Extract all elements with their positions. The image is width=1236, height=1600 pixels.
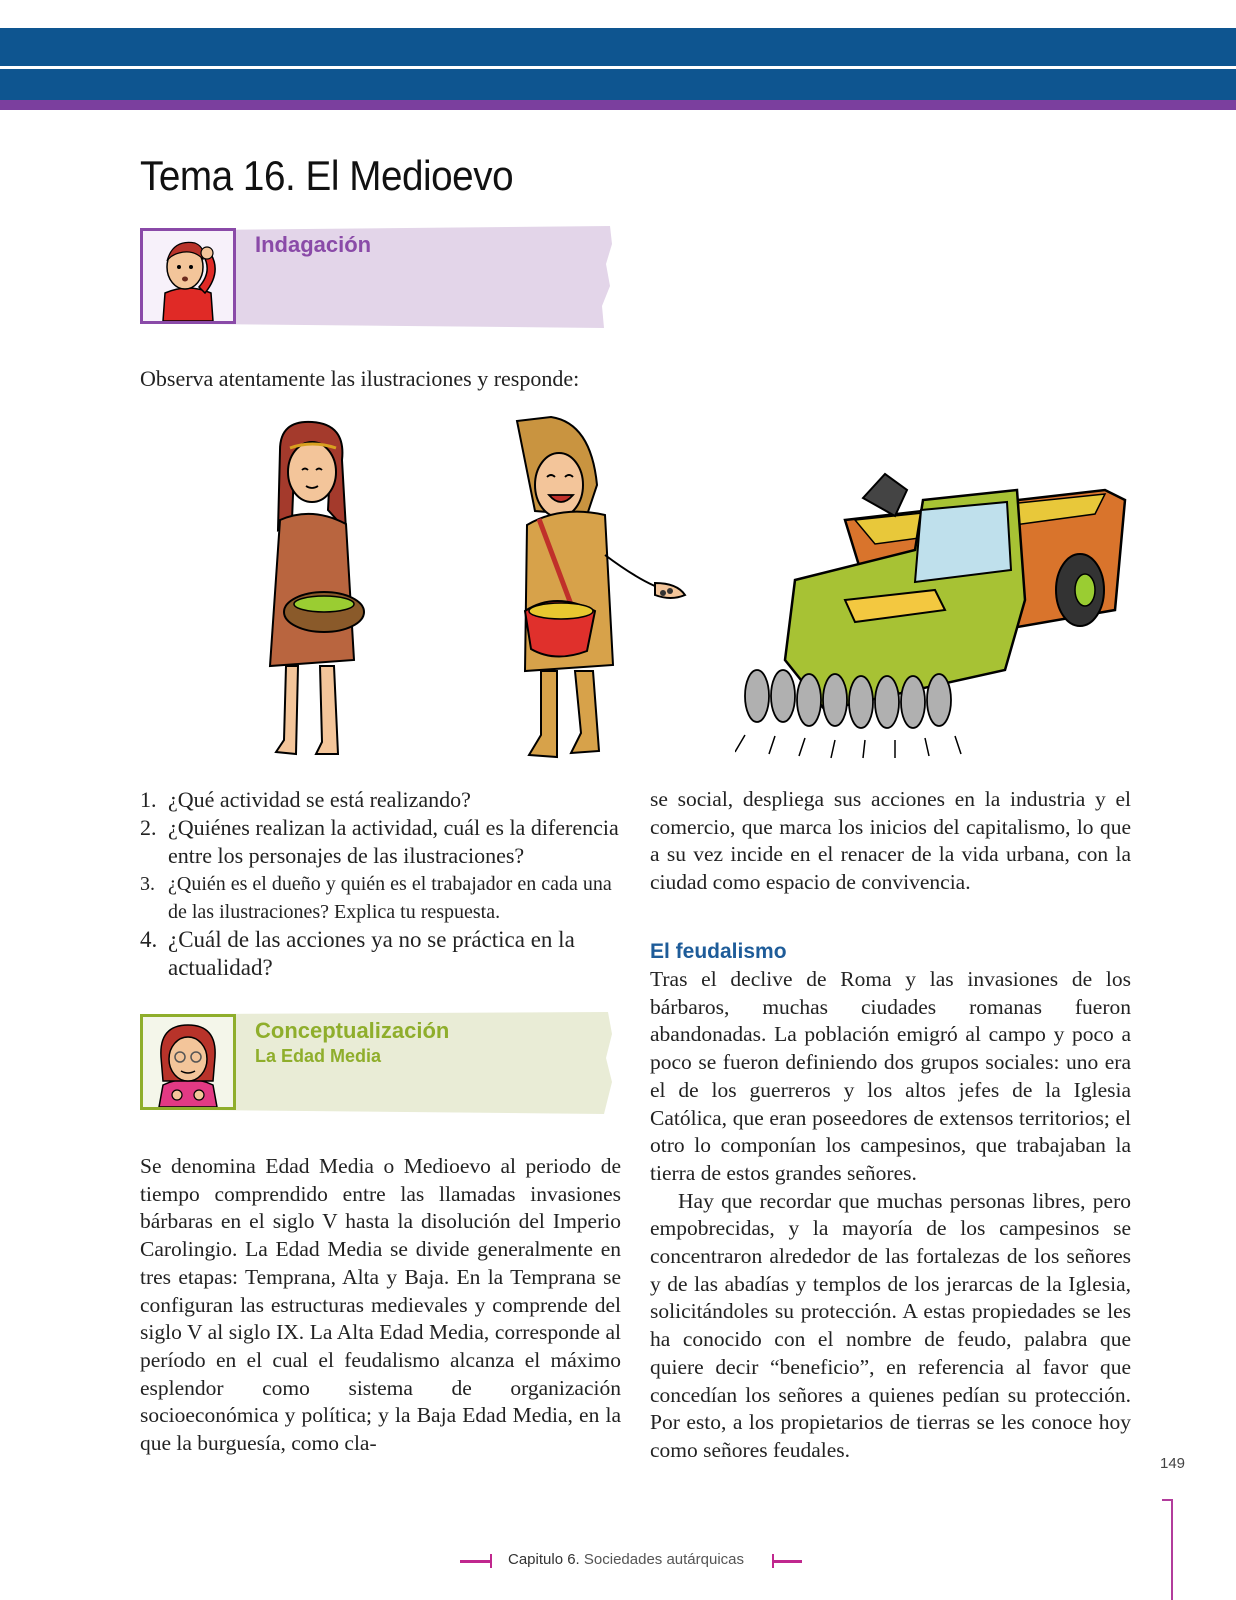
question-text: ¿Cuál de las acciones ya no se práctica en la actualidad? — [168, 927, 575, 980]
harvester-tractor-illustration — [735, 460, 1130, 760]
question-number: 4. — [140, 927, 158, 952]
question-item — [140, 870, 630, 926]
page-marker-line — [1171, 1499, 1173, 1600]
footer-chapter-name: Sociedades autárquicas — [583, 1551, 744, 1568]
question-item — [140, 926, 630, 982]
footer-dash-left — [460, 1560, 490, 1563]
header-accent-stripe — [0, 100, 1236, 110]
left-column-text — [140, 1153, 621, 1458]
conceptualizacion-label: Conceptualización — [255, 1018, 450, 1043]
question-number: 3. — [140, 873, 155, 895]
question-item — [140, 814, 630, 870]
page-title: Tema 16. El Medioevo — [140, 152, 514, 199]
girl-with-basket-illustration — [250, 420, 370, 765]
indagacion-box — [140, 224, 620, 328]
header-band — [0, 28, 1236, 66]
feudalismo-text — [650, 966, 1131, 1465]
header-band-lower — [0, 69, 1236, 100]
conceptualizacion-sublabel: La Edad Media — [255, 1046, 382, 1066]
question-text: ¿Qué actividad se está realizando? — [168, 787, 471, 812]
conceptualizacion-box — [140, 1010, 620, 1114]
question-text: ¿Quién es el dueño y quién es el trabajador en cada una de las ilustraciones? Explica tu respuesta. — [168, 873, 612, 923]
feudalismo-paragraph-2: Hay que recordar que muchas personas libres, pero empobrecidas, y la mayoría de los campesinos se concentraron alrededor de las fortalezas de los señores y de las abadías y templos de los jerarcas de la Iglesia, solicitándoles su protección. A estas propiedades se les ha conocido con el nombre de feudo, palabra que quiere decir “beneficio”, en referencia al favor que concedían los señores a quienes pedían su protección. Por esto, a los propietarios de tierras se les conoce hoy como señores feudales. — [650, 1188, 1131, 1462]
feudalismo-heading: El feudalismo — [650, 940, 787, 963]
footer-dash-right — [772, 1560, 802, 1563]
footer-tick-left — [490, 1554, 492, 1568]
question-number: 1. — [140, 787, 157, 812]
continuation-paragraph: se social, despliega sus acciones en la industria y el comercio, que marca los inicios del capitalismo, lo que a su vez incide en el renacer de la vida urbana, con la ciudad como espacio de convivencia. — [650, 787, 1131, 895]
edad-media-paragraph: Se denomina Edad Media o Medioevo al periodo de tiempo comprendido entre las llamadas invasiones bárbaras en el siglo V hasta la disolución del Imperio Carolingio. La Edad Media se divide generalmente en tres etapas: Temprana, Alta y Baja. En la Temprana se configuran las estructuras medievales y comprende del siglo V al siglo IX. La Alta Edad Media, corresponde al período en el cual el feudalismo alcanza el máximo esplendor como sistema de organización socioeconómica y política; y la Baja Edad Media, en la que la burguesía, como cla- — [140, 1154, 621, 1456]
thinking-boy-icon — [140, 228, 236, 324]
questions-list — [140, 786, 630, 982]
question-text: ¿Quiénes realizan la actividad, cuál es la diferencia entre los personajes de las ilustraciones? — [168, 815, 619, 868]
indagacion-label: Indagación — [255, 232, 372, 257]
right-column-top — [650, 786, 1131, 897]
peasant-sowing-illustration — [505, 415, 695, 765]
feudalismo-paragraph-1: Tras el declive de Roma y las invasiones de los bárbaros, muchas ciudades romanas fueron abandonadas. La población emigró al campo y poco a poco se fueron definiendo dos grupos sociales: uno era el de los guerreros y los altos jefes de la Iglesia Católica, que eran poseedores de extensos territorios; el otro lo componían los campesinos, que trabajaban la tierra de estos grandes señores. — [650, 967, 1131, 1185]
question-item — [140, 786, 630, 814]
intro-text: Observa atentamente las ilustraciones y responde: — [140, 366, 580, 391]
footer-chapter: Capitulo 6. — [508, 1551, 580, 1568]
question-number: 2. — [140, 815, 157, 840]
page-number: 149 — [1160, 1455, 1186, 1472]
footer — [460, 1551, 800, 1571]
footer-text — [508, 1551, 744, 1568]
teacher-girl-icon — [140, 1014, 236, 1110]
